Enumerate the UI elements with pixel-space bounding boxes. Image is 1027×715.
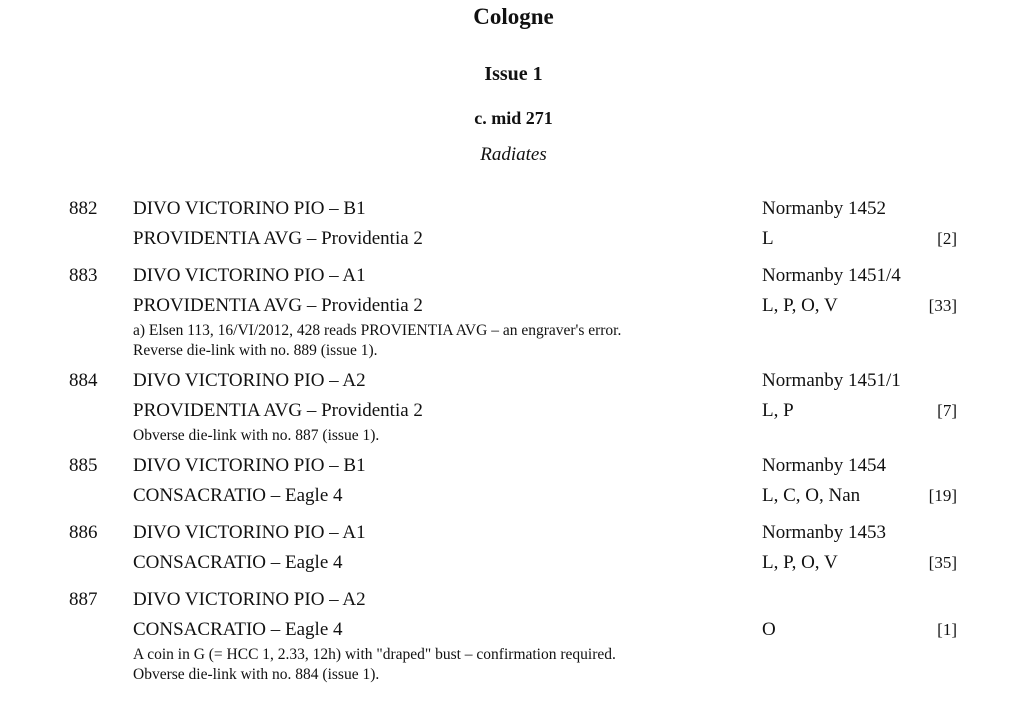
catalogue-entries (0, 196, 1027, 692)
specimen-count: [33] (928, 296, 957, 315)
obverse-legend: DIVO VICTORINO PIO – A2 (133, 370, 366, 391)
specimen-count: [19] (928, 486, 957, 505)
entry-number: 886 (69, 522, 98, 543)
collections: L (762, 228, 774, 249)
entry-reverse-line (0, 483, 1027, 513)
catalogue-entry (0, 453, 1027, 513)
collections: L, P (762, 400, 794, 421)
catalogue-entry (0, 196, 1027, 256)
obverse-legend: DIVO VICTORINO PIO – A1 (133, 265, 366, 286)
catalogue-entry (0, 587, 1027, 685)
issue-heading: Issue 1 (484, 63, 543, 85)
reverse-legend: PROVIDENTIA AVG – Providentia 2 (133, 228, 423, 249)
catalogue-entry (0, 368, 1027, 446)
page-title: Cologne (473, 4, 554, 29)
entry-obverse-line (0, 453, 1027, 483)
entry-number: 883 (69, 265, 98, 286)
reference: Normanby 1454 (762, 455, 887, 476)
entry-notes (133, 645, 773, 685)
specimen-count: [1] (937, 620, 957, 639)
collections: O (762, 619, 776, 640)
entry-reverse-line (0, 550, 1027, 580)
entry-reverse-line (0, 293, 1027, 323)
reverse-legend: CONSACRATIO – Eagle 4 (133, 485, 343, 506)
entry-number: 882 (69, 198, 98, 219)
issue-date: c. mid 271 (474, 108, 553, 128)
entry-obverse-line (0, 368, 1027, 398)
specimen-count: [7] (937, 401, 957, 420)
reference: Normanby 1453 (762, 522, 887, 543)
obverse-legend: DIVO VICTORINO PIO – A2 (133, 589, 366, 610)
collections: L, P, O, V (762, 552, 838, 573)
obverse-legend: DIVO VICTORINO PIO – B1 (133, 198, 366, 219)
entry-reverse-line (0, 226, 1027, 256)
reverse-legend: PROVIDENTIA AVG – Providentia 2 (133, 400, 423, 421)
denomination-heading: Radiates (480, 144, 547, 165)
entry-obverse-line (0, 520, 1027, 550)
entry-reverse-line (0, 398, 1027, 428)
reverse-legend: PROVIDENTIA AVG – Providentia 2 (133, 295, 423, 316)
entry-obverse-line (0, 587, 1027, 617)
entry-notes (133, 321, 773, 361)
catalogue-entry (0, 263, 1027, 361)
obverse-legend: DIVO VICTORINO PIO – B1 (133, 455, 366, 476)
collections: L, P, O, V (762, 295, 838, 316)
collections: L, C, O, Nan (762, 485, 861, 506)
entry-number: 885 (69, 455, 98, 476)
entry-number: 887 (69, 589, 98, 610)
entry-note-line: Obverse die-link with no. 884 (issue 1). (133, 666, 380, 683)
entry-notes (133, 426, 773, 446)
reference: Normanby 1452 (762, 198, 887, 219)
catalogue-entry (0, 520, 1027, 580)
entry-reverse-line (0, 617, 1027, 647)
entry-obverse-line (0, 196, 1027, 226)
obverse-legend: DIVO VICTORINO PIO – A1 (133, 522, 366, 543)
entry-obverse-line (0, 263, 1027, 293)
reverse-legend: CONSACRATIO – Eagle 4 (133, 552, 343, 573)
entry-note-line: Reverse die-link with no. 889 (issue 1). (133, 342, 378, 359)
reference: Normanby 1451/1 (762, 370, 901, 391)
entry-note-line: Obverse die-link with no. 887 (issue 1). (133, 427, 380, 444)
specimen-count: [35] (928, 553, 957, 572)
entry-note-line: A coin in G (= HCC 1, 2.33, 12h) with "draped" bust – confirmation required. (133, 646, 616, 663)
entry-number: 884 (69, 370, 98, 391)
reverse-legend: CONSACRATIO – Eagle 4 (133, 619, 343, 640)
specimen-count: [2] (937, 229, 957, 248)
reference: Normanby 1451/4 (762, 265, 901, 286)
entry-note-line: a) Elsen 113, 16/VI/2012, 428 reads PROVIENTIA AVG – an engraver's error. (133, 322, 622, 339)
